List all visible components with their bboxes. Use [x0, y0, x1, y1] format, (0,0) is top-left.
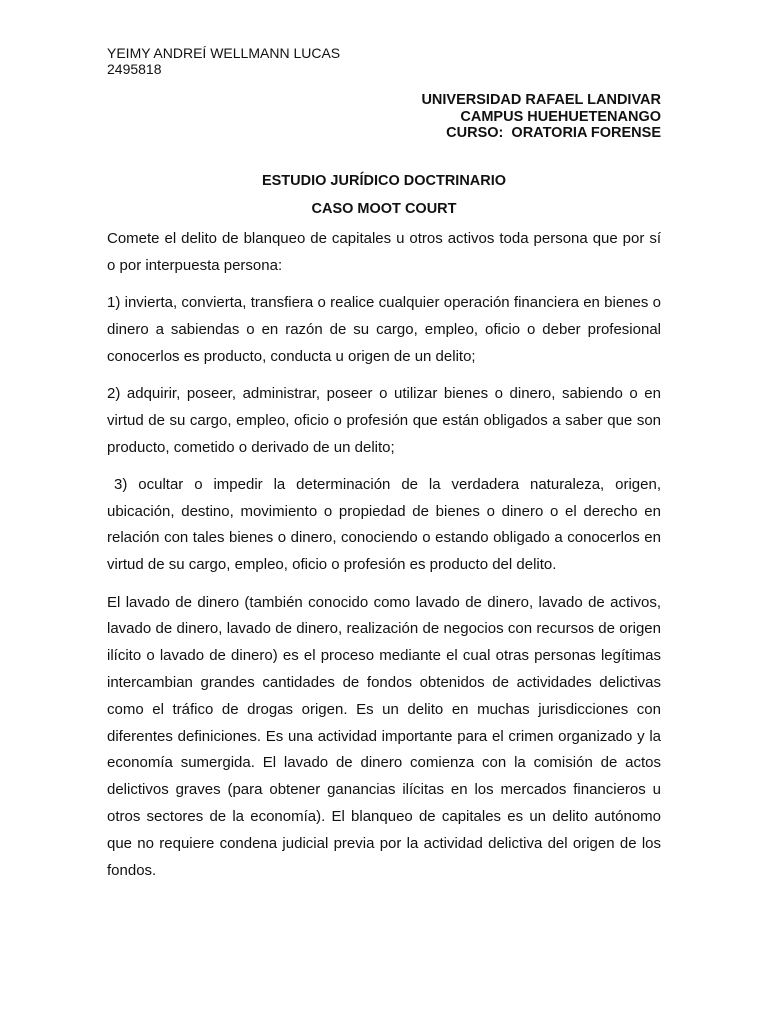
paragraph-item-1: 1) invierta, convierta, transfiera o realice cualquier operación financiera en bienes o dinero a sabiendas o en razón de su cargo, empleo, oficio o deber profesional conocerlos es producto, conducta u origen de un delito; [107, 294, 661, 365]
paragraph-item-2: 2) adquirir, poseer, administrar, poseer o utilizar bienes o dinero, sabiendo o en virtud de su cargo, empleo, oficio o profesión que están obligados a saber que son producto, cometido o derivado de un delito; [107, 384, 661, 456]
institution-block [421, 92, 661, 142]
author-name: YEIMY ANDREÍ WELLMANN LUCAS [107, 45, 341, 61]
institution-name: UNIVERSIDAD RAFAEL LANDIVAR [421, 92, 661, 108]
campus-name: CAMPUS HUEHUETENANGO [460, 108, 661, 125]
paragraph-intro: Comete el delito de blanqueo de capitales u otros activos toda persona que por sí o por interpuesta persona: [107, 230, 661, 274]
author-block [107, 45, 340, 77]
document-subtitle: CASO MOOT COURT [311, 201, 457, 217]
paragraph-money-laundering: El lavado de dinero (también conocido como lavado de dinero, lavado de activos, lavado de dinero, lavado de dinero, realización de negocios con recursos de origen ilícito o lavado de dinero) es el proceso mediante el cual otras personas legítimas intercambian grandes cantidades de fondos obtenidos de actividades delictivas como el tráfico de drogas origen. Es un delito en muchas jurisdicciones con diferentes definiciones. Es una actividad importante para el crimen organizado y la economía sumergida. El lavado de dinero comienza con la comisión de actos delictivos graves (para obtener ganancias ilícitas en los mercados financieros u otros sectores de la economía). El blanqueo de capitales es un delito autónomo que no requiere condena judicial previa por la actividad delictiva del origen de los fondos. [107, 593, 661, 879]
author-id: 2495818 [107, 61, 162, 77]
document-title: ESTUDIO JURÍDICO DOCTRINARIO [261, 173, 507, 189]
paragraph-item-3: 3) ocultar o impedir la determinación de la verdadera naturaleza, origen, ubicación, destino, movimiento o propiedad de bienes o dinero o el derecho en relación con tales bienes o dinero, conociendo o estando obligado a conocerlos en virtud de su cargo, empleo, oficio o profesión es producto del delito. [107, 475, 661, 574]
document-body [107, 226, 661, 895]
course-name: CURSO: ORATORIA FORENSE [446, 125, 661, 141]
